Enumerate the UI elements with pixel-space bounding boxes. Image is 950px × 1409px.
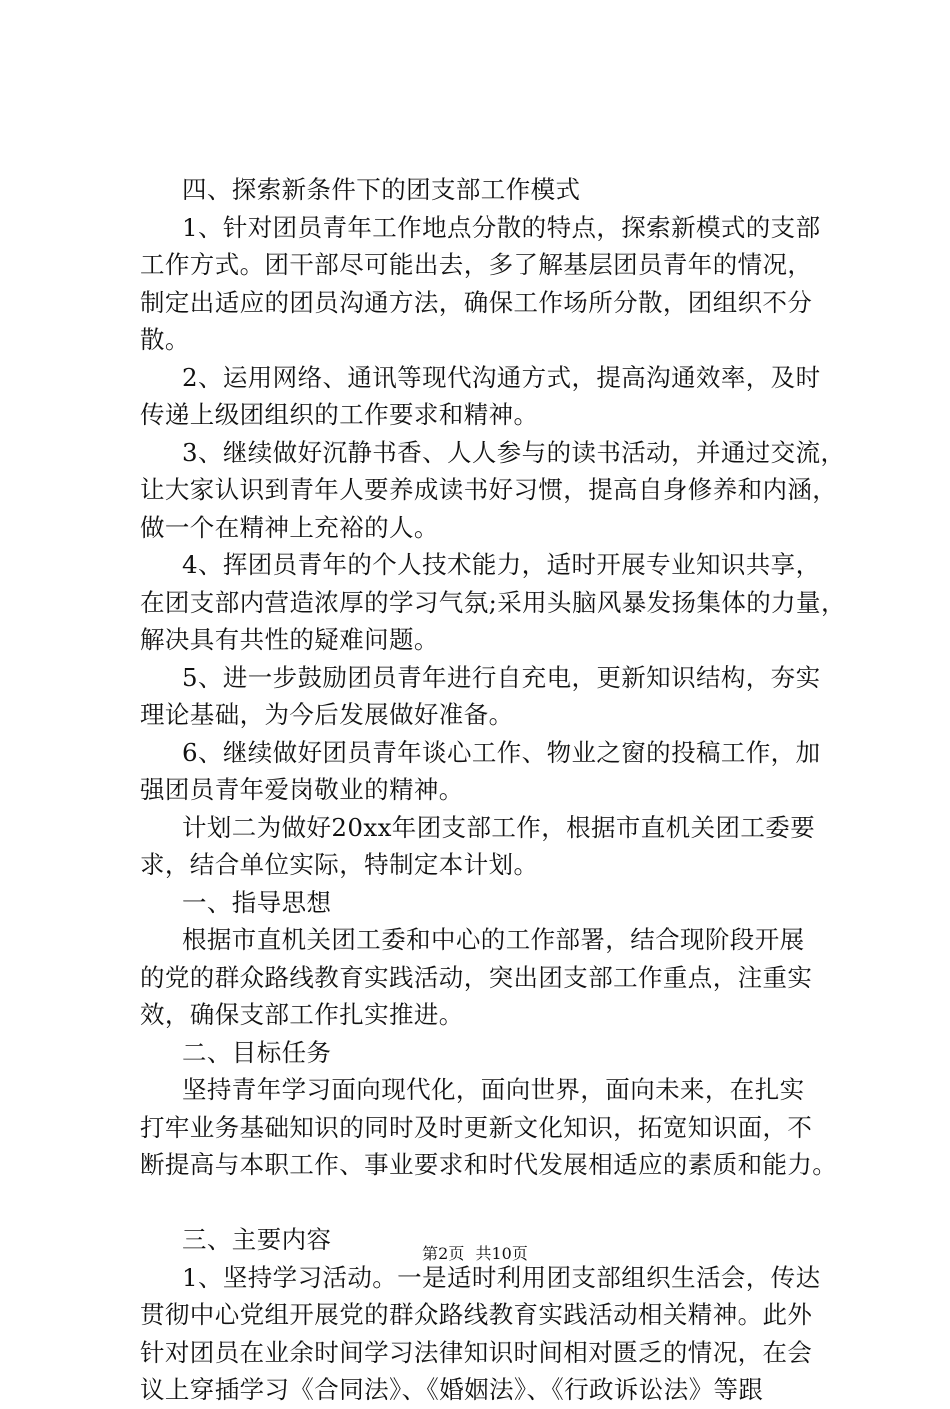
text-line: 理论基础，为今后发展做好准备。	[140, 700, 514, 729]
text-line: 散。	[140, 325, 190, 354]
text-line: 工作方式。团干部尽可能出去，多了解基层团员青年的情况，	[140, 250, 813, 279]
text-line: 制定出适应的团员沟通方法，确保工作场所分散，团组织不分	[140, 287, 813, 317]
text-line: 解决具有共性的疑难问题。	[140, 625, 439, 654]
text-line: 求，结合单位实际，特制定本计划。	[140, 850, 539, 879]
text-line: 贯彻中心党组开展党的群众路线教育实践活动相关精神。此外	[140, 1300, 813, 1329]
page-total: 共10页	[475, 1244, 528, 1263]
text-line: 在团支部内营造浓厚的学习气氛;采用头脑风暴发扬集体的力量，	[140, 587, 846, 617]
text-line: 强团员青年爱岗敬业的精神。	[140, 775, 464, 804]
page-footer	[0, 1244, 950, 1264]
document-body	[140, 171, 846, 1409]
text-line: 4、挥团员青年的个人技术能力，适时开展专业知识共享，	[182, 550, 821, 579]
text-line: 根据市直机关团工委和中心的工作部署，结合现阶段开展	[182, 925, 805, 954]
text-line: 坚持青年学习面向现代化，面向世界，面向未来，在扎实	[182, 1075, 805, 1104]
text-line: 效，确保支部工作扎实推进。	[140, 1000, 464, 1029]
text-line: 2、运用网络、通讯等现代沟通方式，提高沟通效率，及时	[182, 362, 821, 392]
text-line: 1、坚持学习活动。一是适时利用团支部组织生活会，传达	[182, 1262, 821, 1292]
text-line: 四、探索新条件下的团支部工作模式	[182, 175, 581, 204]
text-line: 做一个在精神上充裕的人。	[140, 512, 439, 542]
text-line: 5、进一步鼓励团员青年进行自充电，更新知识结构，夯实	[182, 662, 821, 692]
text-line: 一、指导思想	[182, 887, 332, 917]
text-line: 6、继续做好团员青年谈心工作、物业之窗的投稿工作，加	[182, 737, 821, 767]
text-line: 三、主要内容	[182, 1225, 332, 1254]
text-line: 传递上级团组织的工作要求和精神。	[140, 400, 539, 429]
text-line: 二、目标任务	[182, 1037, 332, 1067]
blank-line	[140, 1184, 840, 1222]
text-line: 3、继续做好沉静书香、人人参与的读书活动，并通过交流，	[182, 437, 846, 467]
text-line: 计划二为做好20xx年团支部工作，根据市直机关团工委要	[182, 812, 816, 842]
text-line: 针对团员在业余时间学习法律知识时间相对匮乏的情况，在会	[140, 1337, 813, 1367]
text-line: 1、针对团员青年工作地点分散的特点，探索新模式的支部	[182, 212, 821, 242]
text-line: 议上穿插学习《合同法》、《婚姻法》、《行政诉讼法》等跟	[140, 1375, 764, 1404]
text-line: 让大家认识到青年人要养成读书好习惯，提高自身修养和内涵，	[140, 475, 838, 504]
text-line: 打牢业务基础知识的同时及时更新文化知识，拓宽知识面，不	[140, 1112, 813, 1142]
page-number: 第2页	[422, 1244, 465, 1263]
text-line: 断提高与本职工作、事业要求和时代发展相适应的素质和能力。	[140, 1150, 838, 1179]
text-line: 的党的群众路线教育实践活动，突出团支部工作重点，注重实	[140, 962, 813, 992]
